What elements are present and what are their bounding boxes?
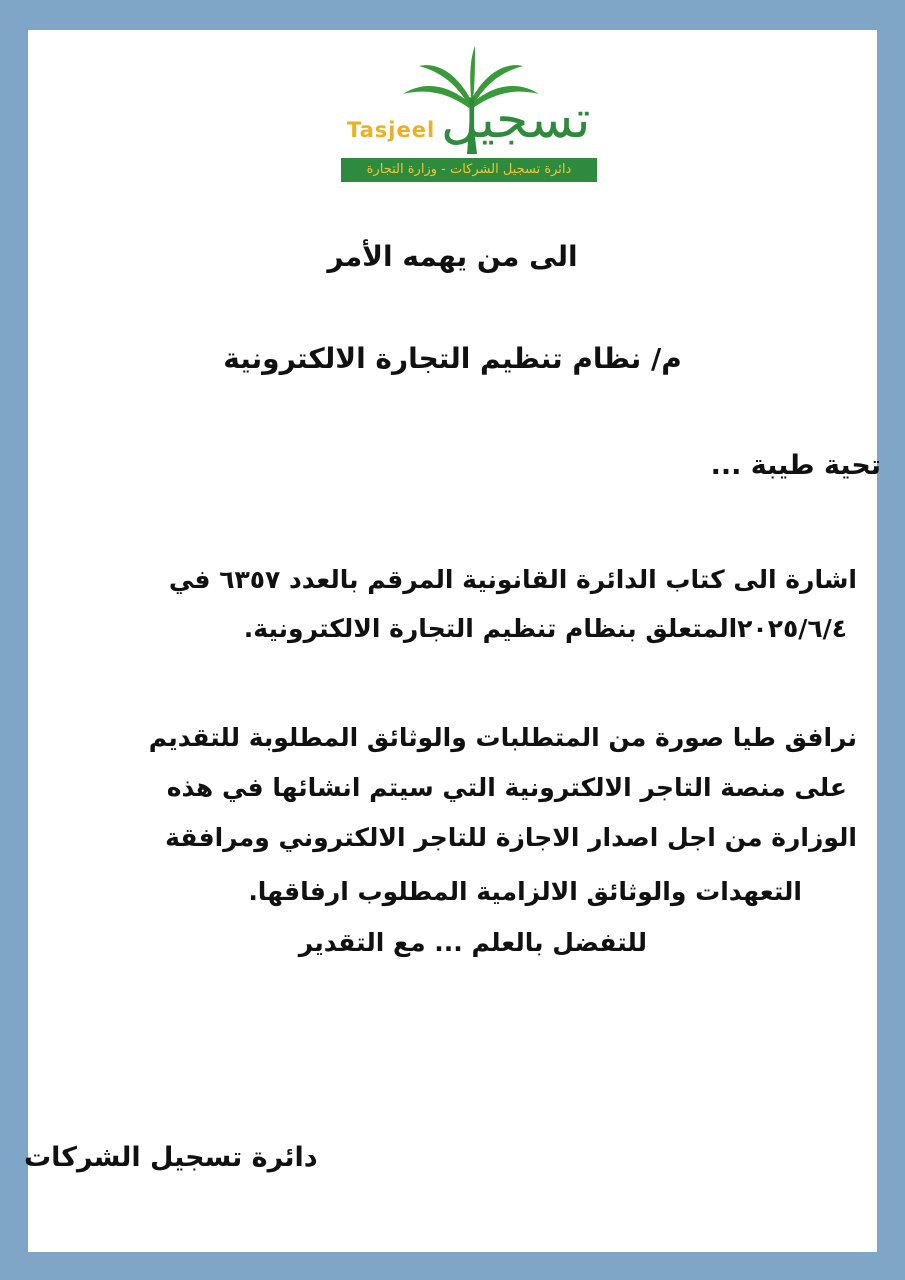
addressee-line: الى من يهمه الأمر	[327, 240, 578, 273]
paragraph2-line4: التعهدات والوثائق الالزامية المطلوب ارفاقها.	[248, 877, 802, 906]
tasjeel-logo	[341, 42, 601, 182]
logo-tagline: دائرة تسجيل الشركات - وزارة التجارة	[341, 158, 597, 182]
greeting-line: تحية طيبة ...	[710, 450, 881, 481]
logo-arabic-text: تسجيل	[441, 90, 591, 150]
signature-line: دائرة تسجيل الشركات	[24, 1142, 318, 1173]
paragraph2-line2: على منصة التاجر الالكترونية التي سيتم انشائها في هذه	[166, 773, 847, 802]
letter-page	[24, 30, 881, 1252]
subject-line: م/ نظام تنظيم التجارة الالكترونية	[223, 342, 682, 375]
logo-latin-text: Tasjeel	[347, 118, 436, 142]
paragraph1-line2: ٢٠٢٥/٦/٤المتعلق بنظام تنظيم التجارة الالكترونية.	[243, 614, 847, 643]
paragraph1-line1: اشارة الى كتاب الدائرة القانونية المرقم بالعدد ٦٣٥٧ في	[168, 565, 857, 594]
paragraph2-line1: نرافق طيا صورة من المتطلبات والوثائق المطلوبة للتقديم	[148, 723, 857, 752]
paragraph2-line3: الوزارة من اجل اصدار الاجازة للتاجر الالكتروني ومرافقة	[165, 823, 857, 852]
closing-line: للتفضل بالعلم ... مع التقدير	[298, 928, 647, 957]
